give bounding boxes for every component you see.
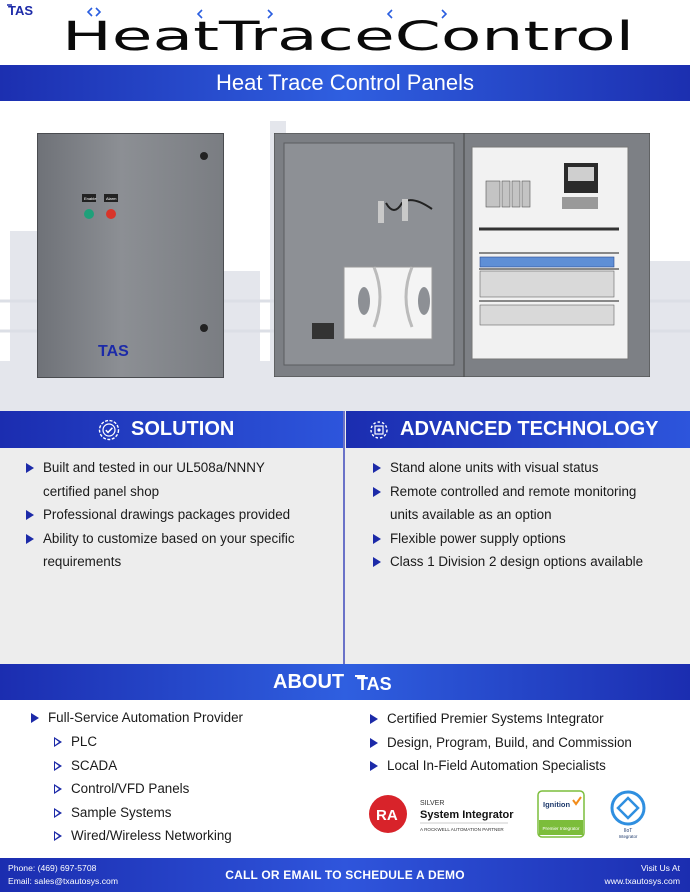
banner-title: Heat Trace Control Panels — [215, 70, 475, 95]
list-item: Class 1 Division 2 design options available — [373, 550, 643, 574]
list-item: certified panel shop — [43, 483, 160, 499]
hero-title-text: HeatTraceControl — [62, 14, 634, 60]
hero-title — [62, 6, 637, 62]
list-item: Professional drawings packages provided — [26, 503, 295, 527]
list-item: requirements — [43, 554, 122, 569]
svg-text:TAS: TAS — [98, 343, 129, 360]
technology-heading: ADVANCED TECHNOLOGY — [400, 418, 659, 440]
list-item: PLC — [54, 730, 232, 754]
iiot-integrator-badge — [606, 788, 650, 840]
solution-heading: SOLUTION — [131, 418, 235, 440]
list-item: Full-Service Automation Provider — [31, 706, 243, 730]
svg-text:TAS: TAS — [357, 674, 392, 694]
solution-header — [0, 411, 343, 448]
title-banner — [0, 65, 690, 101]
svg-text:System Integrator: System Integrator — [420, 809, 514, 821]
list-item: Remote controlled and remote monitoring — [373, 480, 643, 504]
footer-phone[interactable]: Phone: (469) 697-5708 — [8, 863, 97, 873]
list-item: SCADA — [54, 754, 232, 778]
solution-list — [26, 456, 295, 574]
svg-text:IIoT: IIoT — [623, 828, 633, 834]
svg-text:SILVER: SILVER — [420, 800, 445, 807]
red-indicator-icon — [106, 209, 116, 219]
list-item: Design, Program, Build, and Commission — [370, 731, 632, 755]
list-item: Built and tested in our UL508a/NNNY — [26, 456, 295, 480]
svg-text:RA: RA — [376, 807, 398, 824]
column-divider — [343, 411, 345, 664]
svg-text:A ROCKWELL AUTOMATION PARTNER: A ROCKWELL AUTOMATION PARTNER — [420, 827, 504, 832]
technology-header — [346, 411, 690, 448]
about-right-list — [370, 707, 632, 778]
green-indicator-icon — [84, 209, 94, 219]
about-banner — [0, 664, 690, 700]
footer-website-block — [605, 862, 680, 888]
closed-panel-image — [37, 133, 224, 378]
about-left-list — [31, 706, 243, 730]
gear-chip-icon — [368, 419, 390, 441]
tas-logo — [6, 2, 50, 18]
footer — [0, 858, 690, 892]
list-item: Sample Systems — [54, 801, 232, 825]
list-item: Wired/Wireless Networking — [54, 824, 232, 848]
list-item: Flexible power supply options — [373, 527, 643, 551]
open-panel-image — [274, 133, 650, 377]
svg-text:Premier Integrator: Premier Integrator — [542, 826, 580, 831]
footer-visit-label: Visit Us At — [640, 863, 680, 873]
check-badge-icon — [98, 419, 120, 441]
list-item: Local In-Field Automation Specialists — [370, 754, 632, 778]
svg-text:Integrator: Integrator — [618, 834, 638, 839]
about-sub-list — [54, 730, 232, 848]
rockwell-partner-badge — [368, 790, 518, 840]
svg-text:Ignition: Ignition — [543, 800, 571, 809]
about-heading: ABOUT — [273, 671, 345, 693]
about-tas-logo — [353, 672, 417, 694]
list-item: units available as an option — [390, 507, 552, 522]
footer-website-link[interactable]: www.txautosys.com — [604, 876, 680, 886]
technology-list — [373, 456, 643, 574]
svg-text:Alarm: Alarm — [106, 196, 117, 201]
list-item: Ability to customize based on your specific — [26, 527, 295, 551]
product-photo — [0, 101, 690, 411]
footer-email[interactable]: Email: sales@txautosys.com — [8, 876, 118, 886]
svg-text:Enable: Enable — [84, 196, 97, 201]
diamond-link-icon — [618, 798, 638, 818]
list-item: Control/VFD Panels — [54, 777, 232, 801]
ignition-integrator-badge — [537, 790, 585, 838]
tas-logo-text: TAS — [8, 3, 34, 18]
footer-cta: CALL OR EMAIL TO SCHEDULE A DEMO — [225, 868, 465, 882]
list-item: Stand alone units with visual status — [373, 456, 643, 480]
list-item: Certified Premier Systems Integrator — [370, 707, 632, 731]
